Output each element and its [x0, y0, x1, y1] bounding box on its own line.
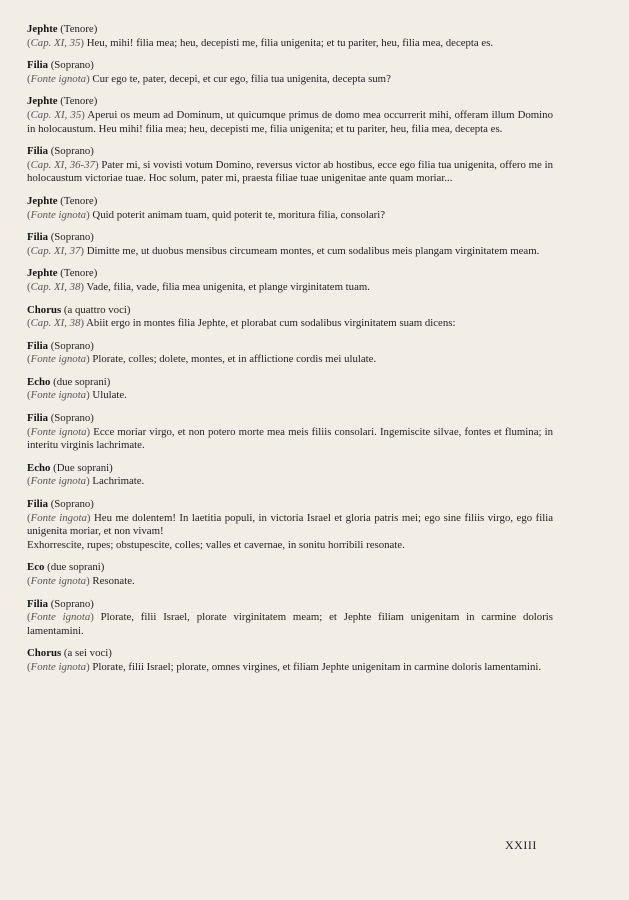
lyric-text: Ululate.	[92, 389, 127, 402]
dialogue-entry: Chorus (a sei voci) (Fonte ignota) Plorate, filii Israel; plorate, omnes virgines, et filiam Jephte unigenitam in carmine doloris lamentamini.	[27, 647, 542, 673]
lyric-text: Dimitte me, ut duobus mensibus circumeam montes, et cum sodalibus meis plangam virginitatem meam.	[86, 244, 540, 257]
speaker-name: Echo	[27, 461, 51, 474]
speaker-name: Filia	[27, 231, 48, 244]
lyric-text: Heu, mihi! filia mea; heu, decepisti me, filia unigenita; et tu pariter, heu, filia mea, decepta es.	[86, 36, 494, 49]
lyric-text: Cur ego te, pater, decepi, et cur ego, filia tua unigenita, decepta sum?	[92, 72, 391, 85]
voice-type: (Tenore)	[60, 23, 98, 35]
lyric-text: Ecce moriar virgo, et non potero morte mea meis filiis consolari. Ingemiscite silvae, fontes et flumina; in interitu virginis lachrimate.	[27, 425, 554, 452]
speaker-name: Echo	[27, 375, 51, 388]
source-reference: Fonte ignota	[30, 611, 91, 624]
speaker-name: Filia	[27, 412, 48, 425]
dialogue-entry: Jephte (Tenore) (Cap. XI, 38) Vade, filia, vade, filia mea unigenita, et plange virginitatem tuam.	[27, 267, 370, 293]
source-reference: Fonte ignota	[30, 575, 87, 587]
source-reference: Fonte ingota	[30, 511, 87, 524]
voice-type: (Soprano)	[50, 498, 94, 511]
lyric-text: Plorate, filii Israel; plorate, omnes virgines, et filiam Jephte unigenitam in carmine doloris lamentamini.	[92, 660, 542, 673]
speaker-name: Jephte	[27, 95, 58, 108]
lyric-text: Plorate, filii Israel, plorate virginitatem meam; et Jephte filiam unigenitam in carmine doloris lamentamini.	[27, 611, 553, 637]
voice-type: (Tenore)	[60, 194, 98, 207]
dialogue-entry: Filia (Soprano) (Cap. XI, 37) Dimitte me, ut duobus mensibus circumeam montes, et cum sodalibus meis plangam virginitatem meam.	[27, 231, 540, 257]
speaker-name: Filia	[27, 145, 48, 158]
dialogue-entry: Filia (Soprano) (Fonte ignota) Cur ego te, pater, decepi, et cur ego, filia tua unigenita, decepta sum?	[27, 59, 391, 85]
lyric-text: Vade, filia, vade, filia mea unigenita, et plange virginitatem tuam.	[86, 280, 370, 293]
source-reference: Cap. XI, 37	[30, 244, 81, 257]
dialogue-entry: Jephte (Tenore) (Cap. XI, 35) Heu, mihi! filia mea; heu, decepisti me, filia unigenita; et tu pariter, heu, filia mea, decepta es.	[27, 23, 494, 49]
lyric-text: Heu me dolentem! In laetitia populi, in victoria Israel et gloria patris mei; ego sine filiis virgo, ego filia unigenita moriar, et non vivam!	[27, 511, 554, 538]
dialogue-entry: Filia (Soprano) (Cap. XI, 36-37) Pater mi, si vovisti votum Domino, reversus victor ab hostibus, ecce ego filia tua unigenita, offero me in holocaustum victoriae tuae. Hoc solum, pater mi, praesta filiae tuae unigenitae ante quam moriar...	[27, 145, 553, 185]
dialogue-entry: Echo (due soprani) (Fonte ignota) Ululate.	[27, 375, 127, 402]
lyric-text: Plorate, colles; dolete, montes, et in afflictione cordis mei ululate.	[92, 353, 377, 366]
voice-type: (a sei voci)	[63, 647, 112, 660]
voice-type: (Tenore)	[60, 267, 98, 280]
source-reference: Cap. XI, 35	[30, 108, 82, 121]
source-reference: Cap. XI, 38	[30, 280, 81, 293]
speaker-name: Jephte	[27, 194, 58, 207]
lyric-text: Aperui os meum ad Dominum, ut quicumque primus de domo mea occurrerit mihi, offeram illum Domino in holocaustum. Heu mihi! filia mea; heu, decepisti me, filia unigenita; et tu pariter, heu, filia mea, decepta es.	[27, 108, 553, 135]
source-reference: Cap. XI, 35	[30, 36, 81, 49]
voice-type: (Soprano)	[50, 412, 94, 425]
voice-type: (Soprano)	[50, 231, 94, 244]
dialogue-entry: Filia (Soprano) (Fonte ignota) Plorate, colles; dolete, montes, et in afflictione cordis mei ululate.	[27, 339, 377, 366]
dialogue-entry: Jephte (Tenore) (Cap. XI, 35) Aperui os meum ad Dominum, ut quicumque primus de domo mea occurrerit mihi, offeram illum Domino in holocaustum. Heu mihi! filia mea; heu, decepisti me, filia unigenita; et tu pariter, heu, filia mea, decepta es.	[27, 95, 553, 135]
dialogue-entry: Chorus (a quattro voci) (Cap. XI, 38) Abiit ergo in montes filia Jephte, et plorabat cum sodalibus virginitatem suam dicens:	[27, 303, 456, 330]
dialogue-entry: Filia (Soprano) (Fonte ignota) Ecce moriar virgo, et non potero morte mea meis filiis consolari. Ingemiscite silvae, fontes et flumina; in interitu virginis lachrimate.	[27, 412, 554, 452]
voice-type: (Soprano)	[50, 597, 94, 610]
libretto-text	[27, 23, 553, 684]
voice-type: (Soprano)	[50, 339, 94, 352]
dialogue-entry: Echo (Due soprani) (Fonte ignota) Lachrimate.	[27, 461, 145, 488]
source-reference: Cap. XI, 36-37	[30, 158, 95, 171]
dialogue-entry: Filia (Soprano) (Fonte ignota) Plorate, filii Israel, plorate virginitatem meam; et Jephte filiam unigenitam in carmine doloris lamentamini.	[27, 597, 553, 637]
speaker-name: Filia	[27, 597, 48, 610]
dialogue-entry: Eco (due soprani) (Fonte ignota) Resonate.	[27, 561, 135, 587]
source-reference: Fonte ignota	[30, 425, 87, 438]
lyric-text: Abiit ergo in montes filia Jephte, et plorabat cum sodalibus virginitatem suam dicens:	[86, 317, 456, 330]
source-reference: Fonte ignota	[30, 208, 87, 221]
voice-type: (Soprano)	[50, 59, 94, 72]
page-number: XXIII	[505, 838, 537, 852]
lyric-text: Lachrimate.	[92, 475, 145, 488]
speaker-name: Chorus	[27, 647, 62, 660]
source-reference: Fonte ignota	[30, 389, 87, 402]
speaker-name: Jephte	[27, 23, 58, 35]
lyric-text: Resonate.	[92, 575, 135, 587]
speaker-name: Filia	[27, 498, 48, 511]
voice-type: (a quattro voci)	[63, 303, 131, 316]
source-reference: Fonte ignota	[30, 475, 87, 488]
speaker-name: Filia	[27, 339, 48, 352]
speaker-name: Eco	[27, 561, 45, 574]
dialogue-entry: Jephte (Tenore) (Fonte ignota) Quid poterit animam tuam, quid poterit te, moritura filia, consolari?	[27, 194, 386, 221]
voice-type: (due soprani)	[47, 561, 105, 574]
lyric-text: Pater mi, si vovisti votum Domino, reversus victor ab hostibus, ecce ego filia tua unigenita, offero me in holocaustum victoriae tuae. Hoc solum, pater mi, praesta filiae tuae unigenitae ante quam moriar...	[27, 158, 553, 185]
voice-type: (Due soprani)	[53, 461, 113, 474]
voice-type: (Soprano)	[50, 145, 94, 158]
source-reference: Cap. XI, 38	[30, 317, 81, 330]
source-reference: Fonte ignota	[30, 72, 87, 85]
speaker-name: Jephte	[27, 267, 58, 280]
voice-type: (due soprani)	[53, 375, 111, 388]
lyric-text: Quid poterit animam tuam, quid poterit te, moritura filia, consolari?	[92, 208, 386, 221]
dialogue-entry: Filia (Soprano) (Fonte ingota) Heu me dolentem! In laetitia populi, in victoria Israel et gloria patris mei; ego sine filiis virgo, ego filia unigenita moriar, et non vivam! Exhorrescite, rupes; obstupescite, colles; valles et cavernae, in sonitu horribili resonate.	[27, 498, 554, 551]
speaker-name: Filia	[27, 59, 48, 72]
source-reference: Fonte ignota	[30, 660, 87, 673]
speaker-name: Chorus	[27, 303, 62, 316]
voice-type: (Tenore)	[60, 95, 98, 108]
source-reference: Fonte ignota	[30, 353, 87, 366]
lyric-text-continued: Exhorrescite, rupes; obstupescite, colles; valles et cavernae, in sonitu horribili resonate.	[27, 538, 405, 551]
